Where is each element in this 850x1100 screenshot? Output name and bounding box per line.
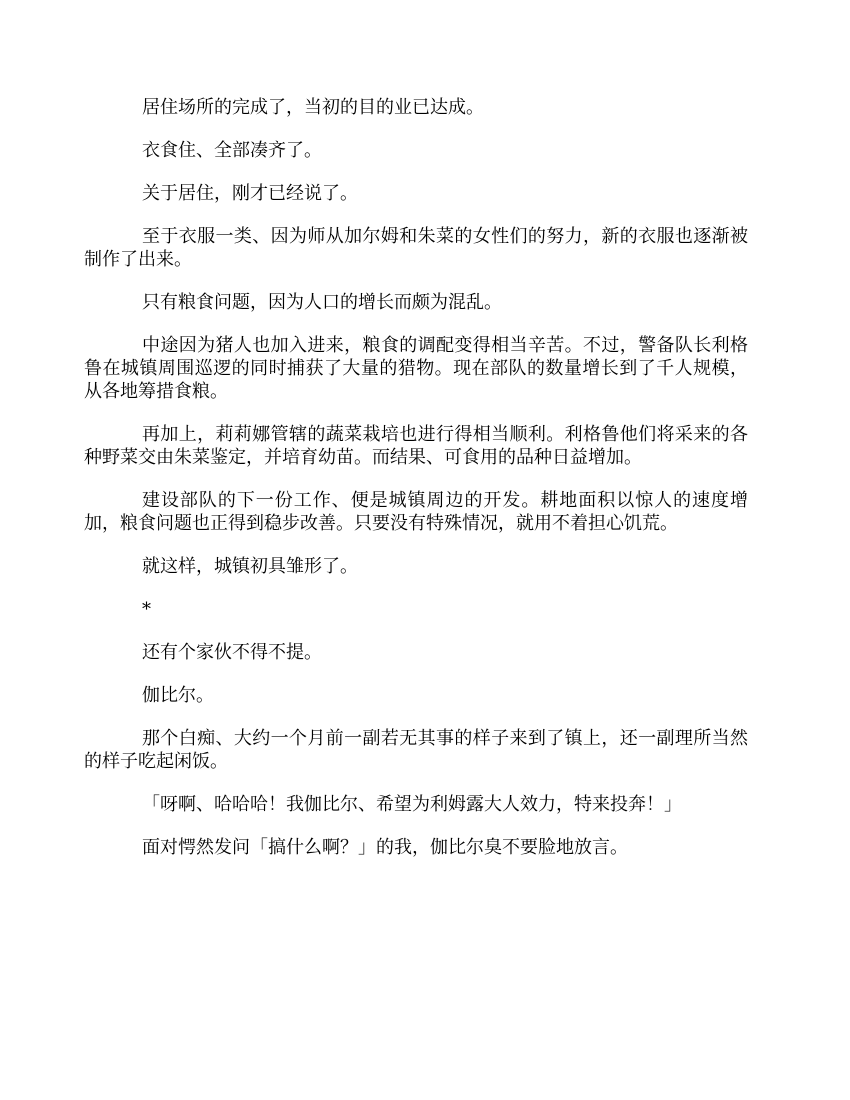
dialogue-quote: 「呀啊、哈哈哈！我伽比尔、希望为利姆露大人效力，特来投奔！」: [142, 794, 682, 815]
document-page: [84, 96, 748, 879]
paragraph-5: 只有粮食问题，因为人口的增长而颇为混乱。: [142, 292, 502, 313]
paragraph-7: 再加上，莉莉娜管辖的蔬菜栽培也进行得相当顺利。利格鲁他们将采来的各种野菜交由朱菜鉴定，并培育幼苗。而结果、可食用的品种日益增加。: [84, 424, 748, 468]
paragraph-13: 面对愕然发问「搞什么啊？」的我，伽比尔臭不要脸地放言。: [142, 837, 628, 858]
paragraph-4: 至于衣服一类、因为师从加尔姆和朱菜的女性们的努力，新的衣服也逐渐被制作了出来。: [84, 226, 748, 270]
paragraph-2: 衣食住、全部凑齐了。: [142, 140, 322, 161]
paragraph-12: 那个白痴、大约一个月前一副若无其事的样子来到了镇上，还一副理所当然的样子吃起闲饭。: [84, 728, 748, 772]
scene-break: *: [142, 599, 151, 620]
paragraph-11: 伽比尔。: [142, 685, 214, 706]
paragraph-8: 建设部队的下一份工作、便是城镇周边的开发。耕地面积以惊人的速度增加，粮食问题也正得到稳步改善。只要没有特殊情况，就用不着担心饥荒。: [84, 490, 748, 534]
paragraph-10: 还有个家伙不得不提。: [142, 642, 322, 663]
paragraph-9: 就这样，城镇初具雏形了。: [142, 556, 358, 577]
paragraph-3: 关于居住，刚才已经说了。: [142, 183, 358, 204]
paragraph-6: 中途因为猪人也加入进来，粮食的调配变得相当辛苦。不过，警备队长利格鲁在城镇周围巡逻的同时捕获了大量的猎物。现在部队的数量增长到了千人规模，从各地筹措食粮。: [84, 335, 748, 402]
paragraph-1: 居住场所的完成了，当初的目的业已达成。: [142, 97, 484, 118]
